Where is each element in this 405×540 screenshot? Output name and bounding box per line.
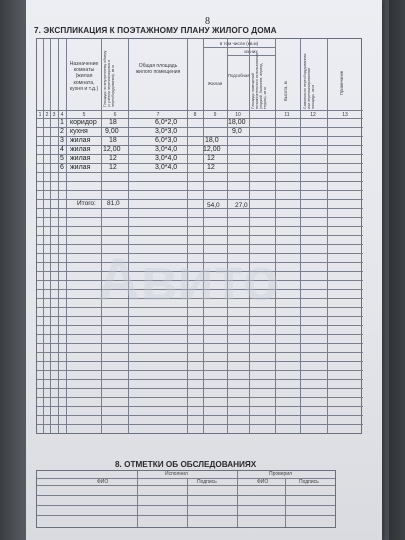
header-fio-2: ФИО	[257, 479, 269, 485]
row-1-number: 1	[60, 119, 64, 126]
desk-background	[0, 0, 26, 540]
row-1-aux: 18,00	[228, 119, 246, 126]
header-fio-1: ФИО	[97, 479, 109, 485]
col-num: 4	[60, 112, 64, 118]
col-num: 9	[213, 112, 217, 118]
row-1-area: 18	[109, 119, 117, 126]
row-6-living: 12	[207, 164, 215, 171]
row-5-dims: 3,0*4,0	[155, 155, 178, 162]
row-4-number: 4	[60, 146, 64, 153]
col-num: 8	[193, 112, 197, 118]
row-6-number: 6	[60, 164, 64, 171]
header-auxiliary: Площадь помещений вспомогательного использования (лоджий, балконов, веранд, террас), кв.м	[251, 53, 268, 109]
row-4-name: жилая	[70, 146, 91, 153]
row-1-dims: 6,0*2,0	[155, 119, 178, 126]
row-6-name: жилая	[70, 164, 91, 171]
row-5-living: 12	[207, 155, 215, 162]
header-height: Высота, м	[283, 81, 288, 101]
col-num: 5	[82, 112, 86, 118]
header-signature-2: Подпись	[299, 479, 319, 485]
header-including: в том числе (кв.м)	[219, 41, 259, 46]
row-3-number: 3	[60, 137, 64, 144]
header-total-area: Общая площадь жилого помещения	[135, 63, 181, 75]
explication-table	[36, 38, 362, 434]
watermark: Авито	[97, 246, 280, 313]
row-5-number: 5	[60, 155, 64, 162]
col-num: 7	[156, 112, 160, 118]
header-unauthorized: Самовольно переоборудованная или перепланированная площадь, кв.м	[303, 53, 316, 109]
section-7-title: 7. ЭКСПЛИКАЦИЯ К ПОЭТАЖНОМУ ПЛАНУ ЖИЛОГО ДОМА	[34, 26, 277, 35]
col-num: 1	[38, 112, 42, 118]
header-living: Жилая	[207, 81, 223, 86]
row-5-name: жилая	[70, 155, 91, 162]
col-num: 10	[235, 112, 241, 118]
section-8-title: 8. ОТМЕТКИ ОБ ОБСЛЕДОВАНИЯХ	[115, 460, 257, 469]
header-area-rotated: Площадь по внутреннему обмеру (с учётом перепланировок и переоборудования), кв.м	[103, 50, 116, 107]
row-3-name: жилая	[70, 137, 91, 144]
total-area: 81,0	[107, 200, 120, 207]
row-3-area: 18	[109, 137, 117, 144]
row-5-area: 12	[109, 155, 117, 162]
row-2-area: 9,00	[105, 128, 119, 135]
total-label: Итого:	[77, 200, 96, 207]
row-4-area: 12,00	[103, 146, 121, 153]
page-number: 8	[205, 16, 210, 27]
row-3-dims: 6,0*3,0	[155, 137, 178, 144]
col-num: 12	[310, 112, 316, 118]
header-checked: Проверил	[269, 471, 293, 477]
inspection-table	[36, 470, 336, 528]
row-2-dims: 3,0*3,0	[155, 128, 178, 135]
header-of-them: из них	[244, 49, 258, 54]
header-note: Примечание	[339, 70, 344, 95]
total-living: 54,0	[207, 202, 220, 209]
desk-background-right	[389, 0, 405, 540]
total-aux: 27,0	[235, 202, 248, 209]
row-1-name: коридор	[70, 119, 97, 126]
row-6-dims: 3,0*4,0	[155, 164, 178, 171]
row-2-aux: 9,0	[232, 128, 242, 135]
row-3-living: 18,0	[205, 137, 219, 144]
row-4-living: 12,00	[203, 146, 221, 153]
row-2-number: 2	[60, 128, 64, 135]
col-num: 13	[342, 112, 348, 118]
col-num: 11	[284, 112, 290, 118]
header-utility: Подсобная	[228, 73, 250, 78]
row-2-name: кухня	[70, 128, 88, 135]
header-performed: Исполнил	[165, 471, 188, 477]
header-signature-1: Подпись	[197, 479, 217, 485]
header-room-purpose: Назначение комнаты (жилая комната, кухня и т.д.)	[69, 61, 99, 92]
col-num: 2	[45, 112, 49, 118]
col-num: 6	[113, 112, 117, 118]
row-4-dims: 3,0*4,0	[155, 146, 178, 153]
col-num: 3	[52, 112, 56, 118]
row-6-area: 12	[109, 164, 117, 171]
